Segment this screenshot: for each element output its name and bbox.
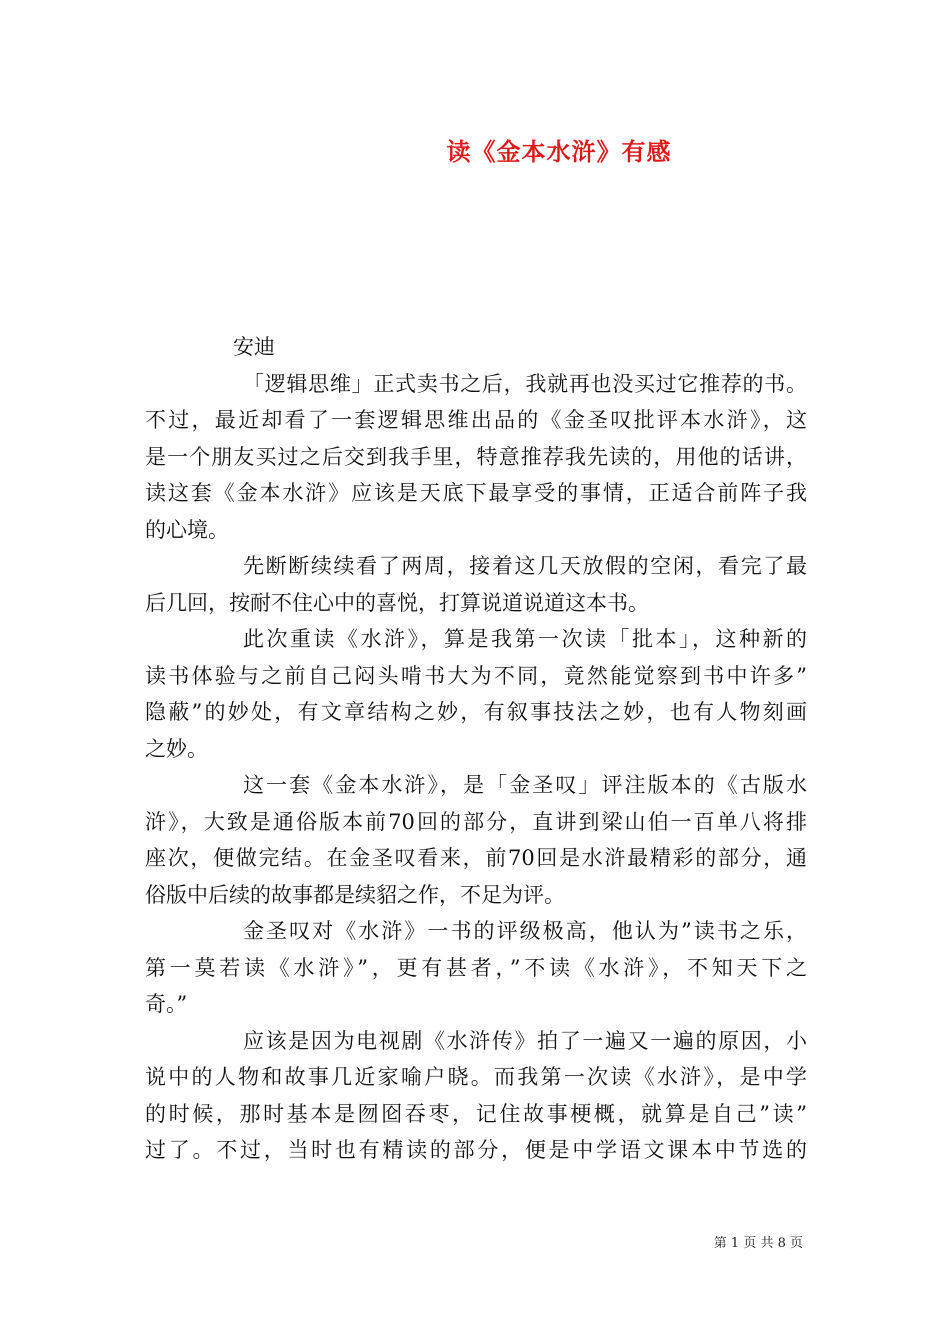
text-line: 浒》，大致是通俗版本前70回的部分，直讲到梁山伯一百单八将排 [145,809,807,834]
text-line: 金圣叹对《水浒》一书的评级极高，他认为”读书之乐， [243,919,807,943]
text-line: 这一套《金本水浒》，是「金圣叹」评注版本的《古版水 [243,773,807,797]
text-line: 过了。不过，当时也有精读的部分，便是中学语文课本中节选的 [145,1138,807,1162]
text-line: 说中的人物和故事几近家喻户晓。而我第一次读《水浒》，是中学 [145,1065,807,1089]
author-name: 安迪 [233,335,275,359]
text-line: 是一个朋友买过之后交到我手里，特意推荐我先读的，用他的话讲， [145,444,807,469]
text-line: 应该是因为电视剧《水浒传》拍了一遍又一遍的原因，小 [243,1028,807,1053]
text-line: 后几回，按耐不住心中的喜悦，打算说道说道这本书。 [145,590,649,615]
text-line: 第一莫若读《水浒》”，更有甚者，”不读《水浒》，不知天下之 [145,955,807,980]
document-title: 读《金本水浒》有感 [446,138,672,166]
text-line: 俗版中后续的故事都是续貂之作，不足为评。 [145,882,565,907]
text-line: 此次重读《水浒》，算是我第一次读「批本」，这种新的 [243,627,807,651]
text-line: 「逻辑思维」正式卖书之后，我就再也没买过它推荐的书。 [243,371,807,396]
text-line: 座次，便做完结。在金圣叹看来，前70回是水浒最精彩的部分，通 [145,846,807,870]
text-line: 读这套《金本水浒》应该是天底下最享受的事情，正适合前阵子我 [145,481,807,505]
text-line: 之妙。 [145,736,208,761]
text-line: 的时候，那时基本是囫囵吞枣，记住故事梗概，就算是自己”读” [145,1101,807,1126]
page-number-footer: 第 1 页 共 8 页 [713,1236,803,1251]
text-line: 隐蔽”的妙处，有文章结构之妙，有叙事技法之妙，也有人物刻画 [145,700,807,724]
text-line: 先断断续续看了两周，接着这几天放假的空闲，看完了最 [243,554,807,578]
text-line: 不过，最近却看了一套逻辑思维出品的《金圣叹批评本水浒》，这 [145,408,807,432]
text-line: 的心境。 [145,517,229,542]
document-body [145,329,807,1169]
text-line: 奇。” [145,992,188,1016]
text-line: 读书体验与之前自己闷头啃书大为不同，竟然能觉察到书中许多” [145,663,807,688]
